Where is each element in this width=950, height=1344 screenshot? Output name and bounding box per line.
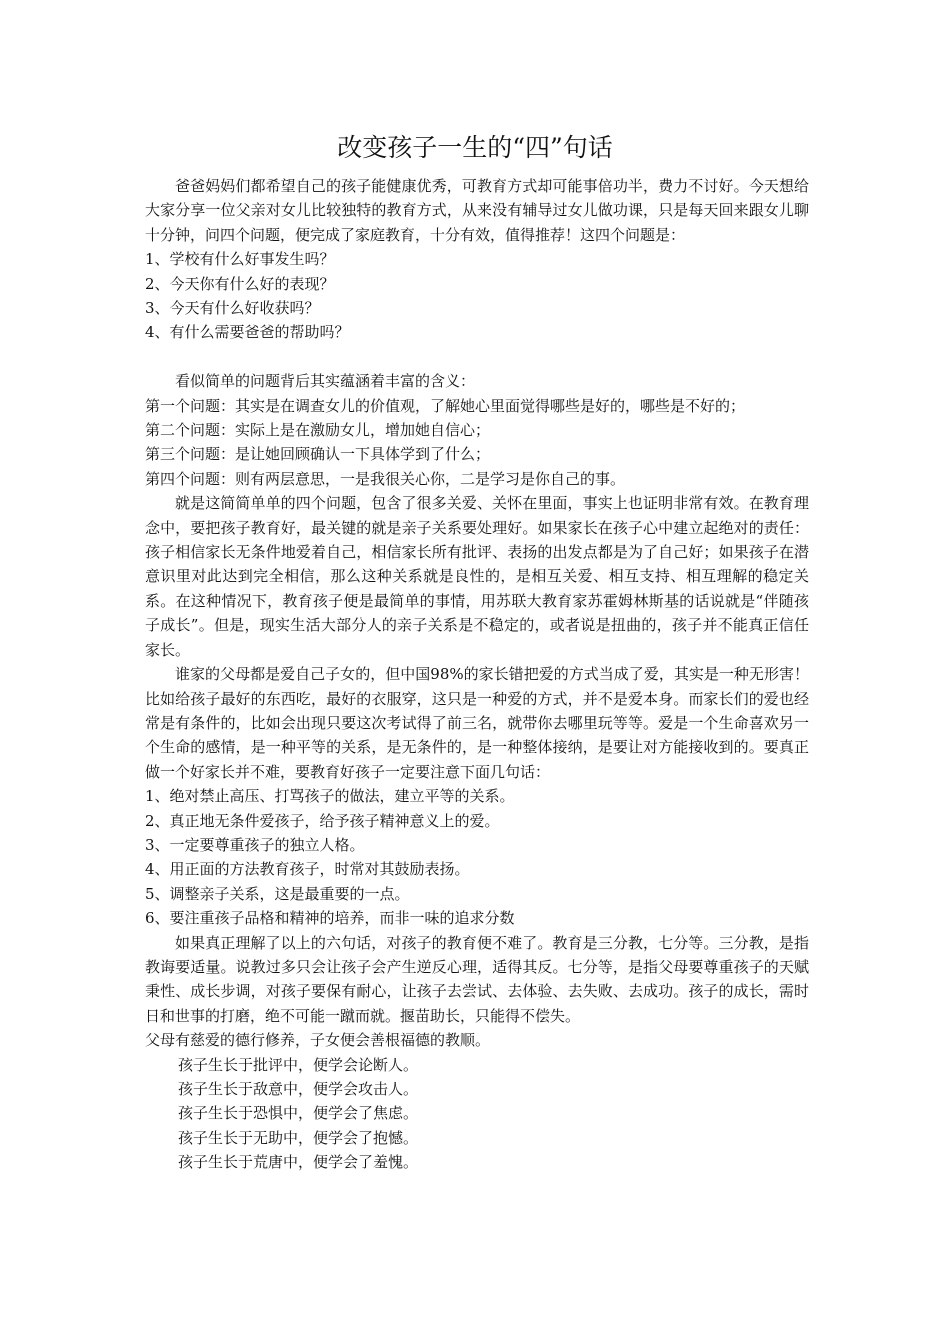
- intro-paragraph: 爸爸妈妈们都希望自己的孩子能健康优秀，可教育方式却可能事倍功半，费力不讨好。今天想给大家分享一位父亲对女儿比较独特的教育方式，从来没有辅导过女儿做功课，只是每天回来跟女儿聊十分钟，问四个问题，便完成了家庭教育，十分有效，值得推荐！这四个问题是：: [145, 177, 809, 244]
- saying-item: 孩子生长于荒唐中，便学会了羞愧。: [178, 1153, 419, 1172]
- saying-item: 孩子生长于无助中，便学会了抱憾。: [178, 1128, 419, 1147]
- body-paragraph-2: 谁家的父母都是爱自己子女的，但中国98%的家长错把爱的方式当成了爱，其实是一种无形害！比如给孩子最好的东西吃，最好的衣服穿，这只是一种爱的方式，并不是爱本身。而家长们的爱也经常是有条件的，比如会出现只要这次考试得了前三名，就带你去哪里玩等等。爱是一个生命喜欢另一个生命的感情，是一种平等的关系，是无条件的，是一种整体接纳，是要让对方能接收到的。要真正做一个好家长并不难，要教育好孩子一定要注意下面几句话：: [145, 665, 809, 781]
- tip-item: 6、要注重孩子品格和精神的培养，而非一味的追求分数: [145, 909, 515, 928]
- tip-item: 2、真正地无条件爱孩子，给予孩子精神意义上的爱。: [145, 811, 500, 830]
- meaning-item: 第三个问题：是让她回顾确认一下具体学到了什么；: [145, 445, 491, 464]
- tip-item: 3、一定要尊重孩子的独立人格。: [145, 835, 365, 854]
- body-paragraph-3: 如果真正理解了以上的六句话，对孩子的教育便不难了。教育是三分教，七分等。三分教，是指教诲要适量。说教过多只会让孩子会产生逆反心理，适得其反。七分等，是指父母要尊重孩子的天赋秉性、成长步调，对孩子要保有耐心，让孩子去尝试、去体验、去失败、去成功。孩子的成长，需时日和世事的打磨，绝不可能一蹴而就。揠苗助长，只能得不偿失。: [145, 933, 809, 1025]
- question-item: 4、有什么需要爸爸的帮助吗？: [145, 323, 350, 342]
- meaning-intro: 看似简单的问题背后其实蕴涵着丰富的含义：: [175, 372, 476, 391]
- meaning-item: 第一个问题：其实是在调查女儿的价值观，了解她心里面觉得哪些是好的，哪些是不好的；: [145, 396, 746, 415]
- body-paragraph-4: 父母有慈爱的德行修养，子女便会善根福德的教顺。: [145, 1031, 491, 1050]
- saying-item: 孩子生长于敌意中，便学会攻击人。: [178, 1080, 419, 1099]
- saying-item: 孩子生长于恐惧中，便学会了焦虑。: [178, 1104, 419, 1123]
- question-item: 3、今天有什么好收获吗？: [145, 299, 320, 318]
- saying-item: 孩子生长于批评中，便学会论断人。: [178, 1055, 419, 1074]
- body-paragraph-1: 就是这简简单单的四个问题，包含了很多关爱、关怀在里面，事实上也证明非常有效。在教育理念中，要把孩子教育好，最关键的就是亲子关系要处理好。如果家长在孩子心中建立起绝对的责任：孩子相信家长无条件地爱着自己，相信家长所有批评、表扬的出发点都是为了自己好；如果孩子在潜意识里对此达到完全相信，那么这种关系就是良性的，是相互关爱、相互支持、相互理解的稳定关系。在这种情况下，教育孩子便是最简单的事情，用苏联大教育家苏霍姆林斯基的话说就是“伴随孩子成长”。但是，现实生活大部分人的亲子关系是不稳定的，或者说是扭曲的，孩子并不能真正信任家长。: [145, 494, 809, 659]
- question-item: 1、学校有什么好事发生吗？: [145, 250, 335, 269]
- tip-item: 5、调整亲子关系，这是最重要的一点。: [145, 884, 410, 903]
- meaning-item: 第四个问题：则有两层意思，一是我很关心你，二是学习是你自己的事。: [145, 469, 626, 488]
- document-title: 改变孩子一生的“四”句话: [337, 133, 613, 162]
- tip-item: 1、绝对禁止高压、打骂孩子的做法，建立平等的关系。: [145, 787, 515, 806]
- document-body: [145, 174, 809, 1175]
- tip-item: 4、用正面的方法教育孩子，时常对其鼓励表扬。: [145, 860, 470, 879]
- blank-line: [145, 345, 809, 369]
- question-item: 2、今天你有什么好的表现？: [145, 274, 335, 293]
- meaning-item: 第二个问题：实际上是在激励女儿，增加她自信心；: [145, 421, 491, 440]
